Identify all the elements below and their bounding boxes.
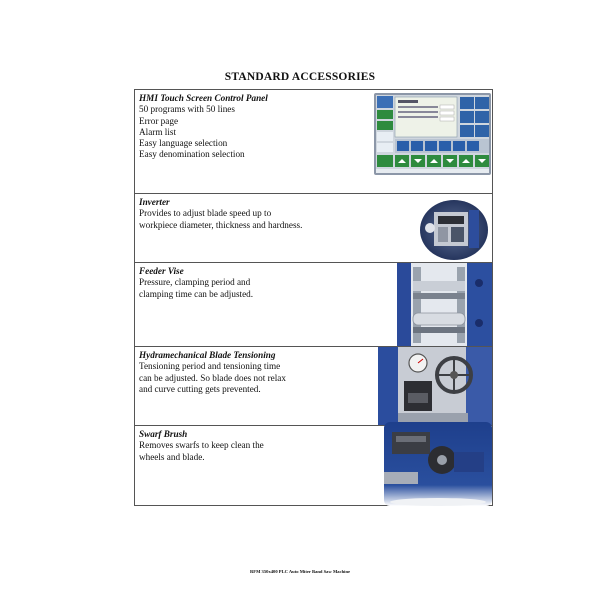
accessory-row-feeder-vise (135, 263, 492, 347)
accessory-row-blade-tensioning (135, 347, 492, 426)
accessory-line: can be adjusted. So blade does not relax (139, 372, 286, 383)
accessory-heading: Swarf Brush (139, 429, 188, 439)
accessory-line: and curve cutting gets prevented. (139, 383, 261, 394)
accessory-line: clamping time can be adjusted. (139, 288, 254, 299)
accessory-heading: Inverter (139, 197, 170, 207)
hmi-panel-photo (374, 93, 491, 175)
accessory-text (139, 429, 369, 463)
accessory-heading: Hydramechanical Blade Tensioning (139, 350, 276, 360)
feeder-vise-photo (397, 263, 492, 346)
accessory-line: Error page (139, 115, 179, 126)
accessory-line: 50 programs with 50 lines (139, 104, 235, 115)
document-footer: RFM 350x400 PLC Auto Miter Band Saw Machine (249, 569, 351, 574)
accessory-line: wheels and blade. (139, 451, 205, 462)
accessory-row-inverter (135, 194, 492, 263)
blade-tensioning-photo (378, 347, 492, 425)
accessory-line: Easy denomination selection (139, 149, 245, 160)
accessory-line: Removes swarfs to keep clean the (139, 440, 264, 451)
accessory-text (139, 93, 369, 161)
accessory-line: Alarm list (139, 126, 177, 137)
accessory-heading: HMI Touch Screen Control Panel (139, 93, 268, 103)
accessory-line: Tensioning period and tensioning time (139, 361, 281, 372)
accessory-row-swarf-brush (135, 426, 492, 505)
inverter-photo (420, 200, 488, 260)
accessory-text (139, 266, 369, 300)
accessory-line: Pressure, clamping period and (139, 277, 251, 288)
accessory-text (139, 197, 369, 231)
swarf-brush-photo (384, 422, 492, 506)
accessory-text (139, 350, 369, 395)
accessory-line: Provides to adjust blade speed up to (139, 208, 272, 219)
accessory-line: workpiece diameter, thickness and hardness. (139, 219, 303, 230)
page-title: STANDARD ACCESSORIES (224, 71, 376, 83)
accessory-heading: Feeder Vise (139, 266, 184, 276)
accessory-row-hmi (135, 90, 492, 194)
accessory-line: Easy language selection (139, 138, 228, 149)
accessories-table (134, 89, 493, 506)
